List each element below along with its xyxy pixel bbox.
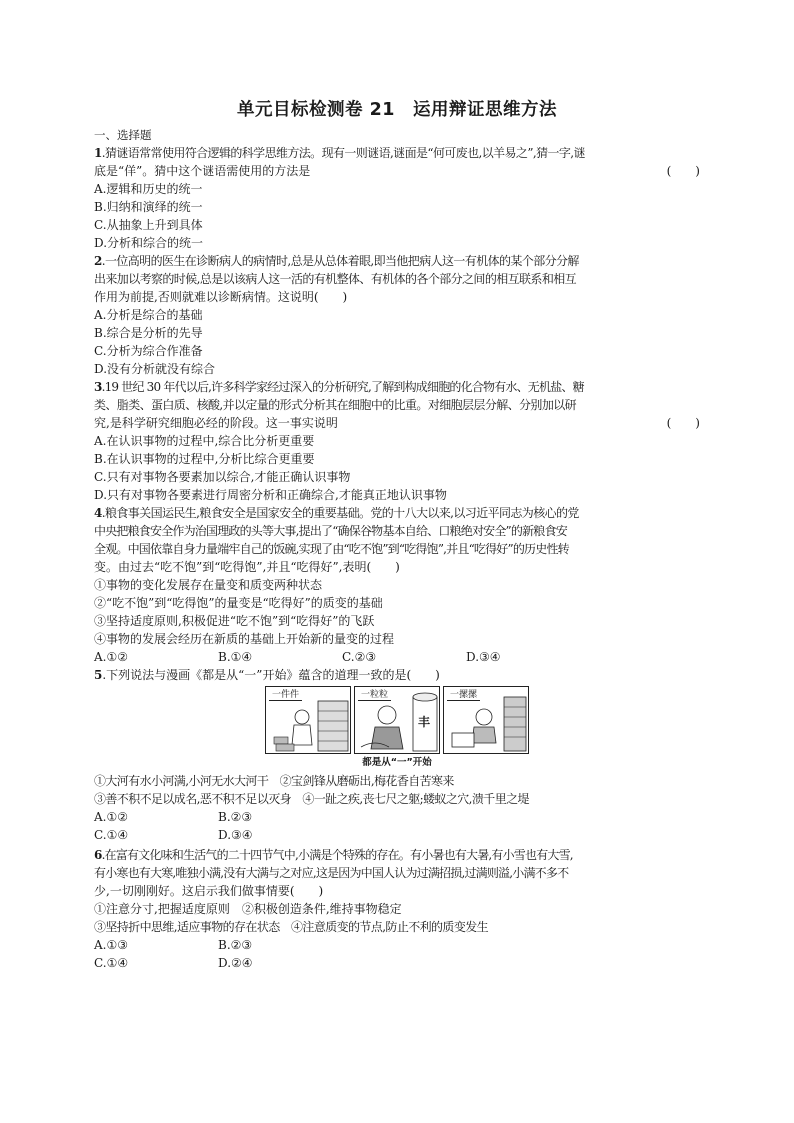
question-4 xyxy=(94,504,700,666)
option-c[interactable]: C.①④ xyxy=(94,956,129,970)
question-2-line-3: 作用为前提,否则就难以诊断病情。这说明( ) xyxy=(94,290,348,304)
question-2 xyxy=(94,252,700,378)
option-b[interactable]: B.在认识事物的过程中,分析比综合更重要 xyxy=(94,452,315,466)
statement-4: ④事物的发展会经历在新质的基础上开始新的量变的过程 xyxy=(94,632,395,646)
question-2-number: 2 xyxy=(94,254,102,268)
option-d[interactable]: D.②④ xyxy=(218,956,253,970)
question-1-line-1: 1.猜谜语常常使用符合逻辑的科学思维方法。现有一则谜语,谜面是“何可废也,以羊易之”,猜一字,谜 xyxy=(94,146,585,160)
question-2-line-1: 2.一位高明的医生在诊断病人的病情时,总是从总体着眼,即当他把病人这一有机体的某个部分分解 xyxy=(94,254,579,268)
comic-panel-3 xyxy=(443,686,529,754)
option-b[interactable]: B.归纳和演绎的统一 xyxy=(94,200,203,214)
question-6-number: 6 xyxy=(94,848,102,862)
section-heading: 一、选择题 xyxy=(94,128,152,142)
options-row-1 xyxy=(94,936,700,954)
question-5 xyxy=(94,666,700,844)
question-3-line-3: 究,是科学研究细胞必经的阶段。这一事实说明 ( ) xyxy=(94,416,700,430)
option-b[interactable]: B.①④ xyxy=(218,650,253,664)
statement-row-1: ①大河有水小河满,小河无水大河干 ②宝剑锋从磨砺出,梅花香自苦寒来 xyxy=(94,774,454,788)
options-row-2 xyxy=(94,954,700,972)
option-c[interactable]: C.②③ xyxy=(342,650,377,664)
statement-2: ②“吃不饱”到“吃得饱”的量变是“吃得好”的质变的基础 xyxy=(94,596,383,610)
question-4-line-3: 全观。中国依靠自身力量端牢自己的饭碗,实现了由“吃不饱”到“吃得饱”,并且“吃得好”的历史性转 xyxy=(94,542,569,556)
comic-panel-2-label: 一粒粒 xyxy=(358,690,391,701)
statement-row-2: ③坚持折中思维,适应事物的存在状态 ④注意质变的节点,防止不利的质变发生 xyxy=(94,920,489,934)
statement-3: ③坚持适度原则,积极促进“吃不饱”到“吃得好”的飞跃 xyxy=(94,614,375,628)
comic-panel-1-label: 一件件 xyxy=(269,690,302,701)
comic-strip xyxy=(94,686,700,756)
question-1 xyxy=(94,144,700,252)
question-6-line-3: 少,一切刚刚好。这启示我们做事情要( ) xyxy=(94,884,324,898)
comic-caption: 都是从“一”开始 xyxy=(362,757,432,768)
question-1-line-2: 底是“佯”。猜中这个谜语需使用的方法是 ( ) xyxy=(94,164,700,178)
question-3-number: 3 xyxy=(94,380,102,394)
comic-panel-1 xyxy=(265,686,351,754)
option-a[interactable]: A.分析是综合的基础 xyxy=(94,308,203,322)
comic-panel-3-label: 一摞摞 xyxy=(447,690,480,701)
comic-panel-2 xyxy=(354,686,440,754)
option-a[interactable]: A.①② xyxy=(94,810,128,824)
question-3-line-1: 3.19 世纪 30 年代以后,许多科学家经过深入的分析研究,了解到构成细胞的化合物有水、无机盐、糖 xyxy=(94,380,584,394)
option-c[interactable]: C.分析为综合作准备 xyxy=(94,344,203,358)
option-d[interactable]: D.没有分析就没有综合 xyxy=(94,362,216,376)
question-6-line-1: 6.在富有文化味和生活气的二十四节气中,小满是个特殊的存在。有小暑也有大暑,有小雪也有大雪, xyxy=(94,848,573,862)
statement-row-2: ③善不积不足以成名,恶不积不足以灭身 ④一趾之疾,丧七尺之躯;蝼蚁之穴,溃千里之堤 xyxy=(94,792,529,806)
option-a[interactable]: A.①③ xyxy=(94,938,128,952)
statement-row-1: ①注意分寸,把握适度原则 ②积极创造条件,维持事物稳定 xyxy=(94,902,402,916)
option-c[interactable]: C.只有对事物各要素加以综合,才能正确认识事物 xyxy=(94,470,351,484)
option-a[interactable]: A.逻辑和历史的统一 xyxy=(94,182,203,196)
options-row xyxy=(94,648,700,666)
granary-character: 丰 xyxy=(418,715,431,729)
question-4-line-2: 中央把粮食安全作为治国理政的头等大事,提出了“确保谷物基本自给、口粮绝对安全”的新粮食安 xyxy=(94,524,567,538)
option-a[interactable]: A.①② xyxy=(94,650,128,664)
option-b[interactable]: B.综合是分析的先导 xyxy=(94,326,203,340)
question-3 xyxy=(94,378,700,504)
question-4-line-4: 变。由过去“吃不饱”到“吃得饱”,并且“吃得好”,表明( ) xyxy=(94,560,400,574)
option-d[interactable]: D.只有对事物各要素进行周密分析和正确综合,才能真正地认识事物 xyxy=(94,488,447,502)
options-row-1 xyxy=(94,808,700,826)
question-4-number: 4 xyxy=(94,506,102,520)
question-3-line-2: 类、脂类、蛋白质、核酸,并以定量的形式分析其在细胞中的比重。对细胞层层分解、分别加以研 xyxy=(94,398,577,412)
question-2-line-2: 出来加以考察的时候,总是以该病人这一活的有机整体、有机体的各个部分之间的相互联系和相互 xyxy=(94,272,577,286)
question-5-number: 5 xyxy=(94,668,103,682)
options-row-2 xyxy=(94,826,700,844)
page-title: 单元目标检测卷 21 运用辩证思维方法 xyxy=(237,100,557,120)
option-d[interactable]: D.③④ xyxy=(218,828,253,842)
statement-1: ①事物的变化发展存在量变和质变两种状态 xyxy=(94,578,323,592)
option-d[interactable]: D.③④ xyxy=(466,650,501,664)
question-6 xyxy=(94,846,700,972)
option-b[interactable]: B.②③ xyxy=(218,938,253,952)
question-1-number: 1 xyxy=(94,146,102,160)
exam-content xyxy=(94,98,700,972)
option-b[interactable]: B.②③ xyxy=(218,810,253,824)
answer-paren: ( ) xyxy=(666,164,700,178)
option-c[interactable]: C.从抽象上升到具体 xyxy=(94,218,203,232)
option-d[interactable]: D.分析和综合的统一 xyxy=(94,236,204,250)
question-6-line-2: 有小寒也有大寒,唯独小满,没有大满与之对应,这是因为中国人认为过满招损,过满则溢,小满不多不 xyxy=(94,866,569,880)
question-5-line-1: 5.下列说法与漫画《都是从“一”开始》蕴含的道理一致的是( ) xyxy=(94,668,440,682)
answer-paren: ( ) xyxy=(666,416,700,430)
question-4-line-1: 4.粮食事关国运民生,粮食安全是国家安全的重要基础。党的十八大以来,以习近平同志为核心的党 xyxy=(94,506,579,520)
option-c[interactable]: C.①④ xyxy=(94,828,129,842)
option-a[interactable]: A.在认识事物的过程中,综合比分析更重要 xyxy=(94,434,315,448)
